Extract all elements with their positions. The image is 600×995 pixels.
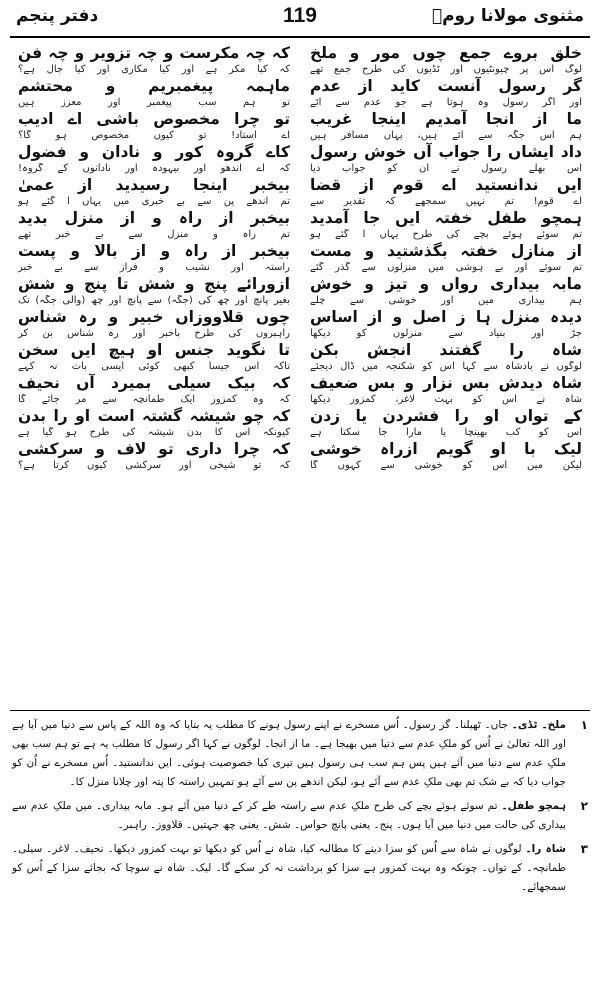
couplet — [308, 108, 584, 141]
verse-line: کہ چو شیشہ گشتہ است او را بدن — [18, 407, 290, 425]
couplet — [308, 372, 584, 405]
couplet-columns — [16, 42, 584, 704]
footnote-body — [12, 716, 566, 792]
couplet — [308, 42, 584, 75]
page-header — [10, 2, 590, 32]
verse-line: شاہ را گفتند انجش بکن — [310, 341, 582, 359]
verse-translation: تاکہ اس جیسا کبھی کوئی ایسی بات نہ کہے — [18, 361, 290, 372]
verse-line: از منازل خفتہ بگذشتید و مست — [310, 242, 582, 260]
verse-line: چوں قلاووزاں خبیر و رہ شناس — [18, 308, 290, 326]
verse-line: ماہمہ پیغمبریم و محتشم — [18, 77, 290, 95]
verse-line: خلق بروے جمع چوں مور و ملخ — [310, 44, 582, 62]
verse-line: بیخبر اینجا رسیدید از عمیٰ — [18, 176, 290, 194]
verse-line: ازورائے پنج و شش تا پنج و شش — [18, 275, 290, 293]
couplet — [308, 207, 584, 240]
verse-line: بیخبر از راہ و از منزل بدید — [18, 209, 290, 227]
verse-line: ما از انجا آمدیم اینجا غریب — [310, 110, 582, 128]
verse-translation: اے قوم! تم نہیں سمجھے کہ تقدیر سے — [310, 196, 582, 207]
couplet — [16, 42, 292, 75]
verse-line: مابہ بیداری رواں و تیز و خوش — [310, 275, 582, 293]
couplet — [308, 141, 584, 174]
footnote-keyword: شاہ را۔ — [525, 843, 566, 855]
verse-translation: اے استاد! تو کیوں مخصوص ہو گا؟ — [18, 130, 290, 141]
couplet — [308, 273, 584, 306]
footnote-keyword: ملخ۔ ٹڈی۔ — [511, 719, 566, 731]
footnote-body — [12, 840, 566, 897]
verse-translation: تم سوئے ہوئے بچے کی طرح یہاں آ گئے ہو — [310, 229, 582, 240]
couplet — [308, 339, 584, 372]
verse-translation: تم سوئے اور بے ہوشی میں منزلوں سے گذر گئے — [310, 262, 582, 273]
verse-translation: جڑ اور بنیاد سے منزلوں کو دیکھا — [310, 328, 582, 339]
verse-translation: کہ تو شیخی اور سرکشی کیوں کرتا ہے؟ — [18, 460, 290, 471]
footnote — [12, 716, 588, 792]
verse-translation: اُس بھلے رسول نے اُن کو جواب دیا — [310, 163, 582, 174]
footnote — [12, 840, 588, 897]
verse-line: بیخبر از راہ و از بالا و پست — [18, 242, 290, 260]
verse-line: داد ایشاں را جواب آں خوش رسول — [310, 143, 582, 161]
verse-translation: لوگ اُس پر چیونٹیوں اور ٹڈیوں کی طرح جمع تھے — [310, 64, 582, 75]
footnote-marker: ۳ — [580, 842, 588, 856]
verse-translation: لوگوں نے بادشاہ سے کہا اس کو شکنجہ میں ڈال دیجئے — [310, 361, 582, 372]
verse-line: کہ چرا داری تو لاف و سرکشی — [18, 440, 290, 458]
verse-line: کاے گروہ کور و نادان و فضول — [18, 143, 290, 161]
verse-line: کے تواں او را فشردن یا زدن — [310, 407, 582, 425]
verse-line: ایں ندانستید اے قوم از قضا — [310, 176, 582, 194]
footnote-text: جاں۔ ٹھیلنا۔ گر رسول۔ اُس مسخرے نے اپنے رسول ہونے کا مطلب یہ بتایا کہ وہ اللہ کے پاس سے دنیا میں آیا ہے اور اللہ تعالیٰ نے اُس کو ملکِ عدم سے دنیا میں بھیجا ہے۔ ما از انجا۔ لوگوں نے کہا اگر رسول کا مطلب یہ ہے تو ہم سب بھی ملکِ عدم سے دنیا میں آئے ہیں پس ہم سب ہی رسول ہیں تیری کیا خصوصیت ہوئی۔ ایں ندانستید۔ اُس مسخرے نے اُن کو جواب دیا کہ بے شک تم بھی ملکِ عدم سے آئے ہو، لیکن اندھے پن سے آئے ہو تمہیں راستہ کا پتہ اور چلانا منزل کا۔ — [12, 719, 566, 788]
footnote-keyword: ہمچو طفل۔ — [501, 800, 566, 812]
couplet — [308, 405, 584, 438]
right-column — [308, 42, 584, 704]
footnote-rule — [10, 710, 590, 711]
verse-translation: تو ہم سب پیغمبر اور معزز ہیں — [18, 97, 290, 108]
verse-line: گر رسول آنست کاید از عدم — [310, 77, 582, 95]
verse-translation: کہ اے اندھو اور بیہودہ اور نادانوں کے گروہ! — [18, 163, 290, 174]
footnote-body — [12, 797, 566, 835]
footnote-marker: ۲ — [580, 799, 588, 813]
couplet — [16, 75, 292, 108]
verse-translation: راستہ اور نشیب و فراز سے بے خبر — [18, 262, 290, 273]
left-column — [16, 42, 292, 704]
verse-translation: بغیر پانچ اور چھ کی (جگہ) سے پانچ اور چھ (والی جگہ) تک — [18, 295, 290, 306]
couplet — [16, 372, 292, 405]
verse-translation: تم راہ و منزل سے بے خبر تھے — [18, 229, 290, 240]
verse-translation: کیونکہ اُس کا بدن شیشہ کی طرح ہو گیا ہے — [18, 427, 290, 438]
verse-line: تو چرا مخصوص باشی اے ادیب — [18, 110, 290, 128]
page-number: 119 — [283, 4, 317, 27]
couplet — [308, 174, 584, 207]
verse-translation: شاہ نے اُس کو بہت لاغر، کمزور دیکھا — [310, 394, 582, 405]
footnotes — [12, 716, 588, 902]
verse-translation: ہم اُس جگہ سے آئے ہیں، یہاں مسافر ہیں — [310, 130, 582, 141]
couplet — [308, 438, 584, 471]
couplet — [16, 438, 292, 471]
couplet — [16, 207, 292, 240]
couplet — [308, 75, 584, 108]
couplet — [16, 240, 292, 273]
verse-translation: ہم بیداری میں اور خوشی سے چلے — [310, 295, 582, 306]
couplet — [308, 306, 584, 339]
verse-line: لیک با او گویم ازراہ خوشی — [310, 440, 582, 458]
couplet — [16, 339, 292, 372]
verse-line: کہ بیک سیلی بمیرد آں نحیف — [18, 374, 290, 392]
couplet — [16, 306, 292, 339]
couplet — [16, 108, 292, 141]
footnote-text: لوگوں نے شاہ سے اُس کو سزا دینے کا مطالبہ کیا، شاہ نے اُس کو دیکھا تو بہت کمزور دیکھا۔ نحیف۔ لاغر۔ سیلی۔ طمانچہ۔ کے تواں۔ چونکہ وہ بہت کمزور ہے سزا کو برداشت نہ کر سکے گا۔ لیک۔ شاہ نے سوچا کہ بجائے سزا کے اُس کو سمجھائے۔ — [12, 843, 566, 893]
footnote — [12, 797, 588, 835]
verse-line: کہ چہ مکرست و چہ تزویر و چہ فن — [18, 44, 290, 62]
verse-translation: کہ وہ کمزور ایک طمانچہ سے مر جائے گا — [18, 394, 290, 405]
verse-translation: اور اگر رسول وہ ہوتا ہے جو عدم سے آئے — [310, 97, 582, 108]
verse-line: دیدہ منزل ہا ز اصل و از اساس — [310, 308, 582, 326]
verse-line: تا نگوید جنس او ہیچ ایں سخن — [18, 341, 290, 359]
header-rule — [10, 36, 590, 38]
verse-translation: کہ کیا مکر ہے اور کیا مکاری اور کیا جال ہے؟ — [18, 64, 290, 75]
verse-translation: اُس کو کب بھینچا یا مارا جا سکتا ہے — [310, 427, 582, 438]
couplet — [308, 240, 584, 273]
couplet — [16, 273, 292, 306]
volume-label: دفتر پنجم — [16, 6, 99, 26]
verse-line: شاہ دیدش بس نزار و بس ضعیف — [310, 374, 582, 392]
verse-translation: تم اندھے پن سے بے خبری میں یہاں آ گئے ہو — [18, 196, 290, 207]
book-title: مثنوی مولانا رومؒ — [431, 6, 584, 26]
verse-line: ہمچو طفل خفتہ ایں جا آمدید — [310, 209, 582, 227]
footnote-text: تم سوئے ہوئے بچے کی طرح ملکِ عدم سے راستہ طے کر کے دنیا میں آئے ہو۔ مابہ بیداری۔ میں ملکِ عدم سے بیداری کی حالت میں دنیا میں آیا ہوں۔ پنج۔ یعنی پانچ حواس۔ شش۔ یعنی چھ جہتیں۔ قلاووز۔ راہبر۔ — [12, 800, 566, 831]
verse-translation: راہبروں کی طرح باخبر اور رہ شناس بن کر — [18, 328, 290, 339]
verse-translation: لیکن میں اُس کو خوشی سے کہوں گا — [310, 460, 582, 471]
couplet — [16, 141, 292, 174]
couplet — [16, 405, 292, 438]
couplet — [16, 174, 292, 207]
footnote-marker: ۱ — [580, 718, 588, 732]
